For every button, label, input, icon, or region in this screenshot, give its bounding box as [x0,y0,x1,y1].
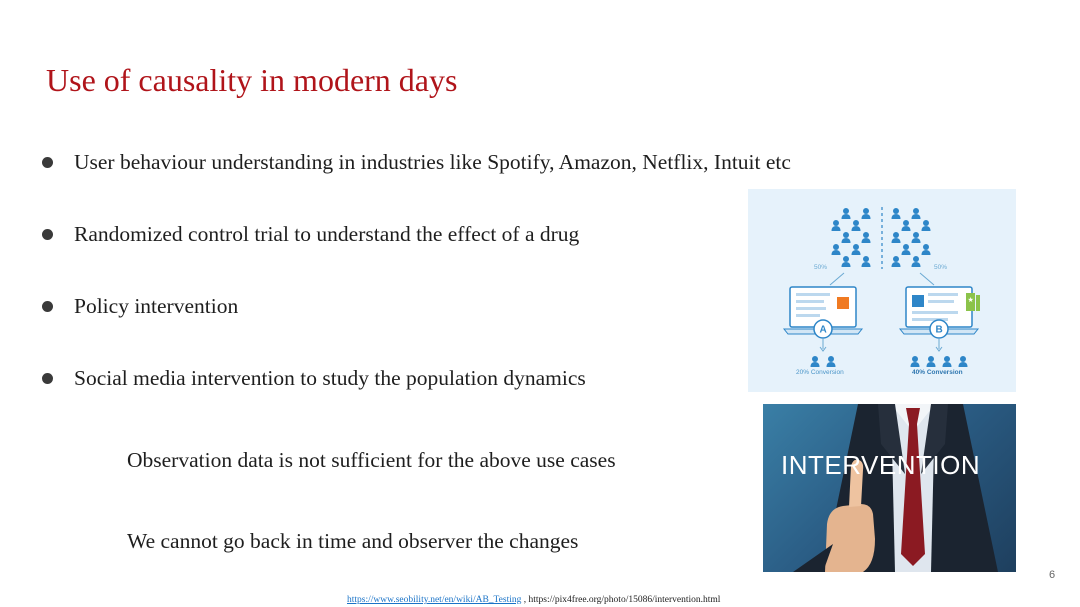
note-observation: Observation data is not sufficient for the above use cases [127,448,616,472]
bullet-dot-icon [42,229,53,240]
bullet-item [42,145,791,217]
result-a-people-icon [811,356,836,367]
bullet-text: User behaviour understanding in industries like Spotify, Amazon, Netflix, Intuit etc [74,150,791,174]
variant-a-label: A [819,324,827,336]
bullet-text: Social media intervention to study the population dynamics [74,366,586,390]
bullet-text: Randomized control trial to understand the effect of a drug [74,222,580,246]
slide-title: Use of causality in modern days [46,62,458,98]
svg-text:★: ★ [967,296,974,304]
bullet-dot-icon [42,373,53,384]
result-b-people-icon [911,356,968,367]
left-crowd-icon [832,208,871,267]
bullet-list [42,145,791,433]
page-number: 6 [1049,569,1056,581]
bullet-item [42,361,791,433]
conversion-a-label: 20% Conversion [796,369,844,376]
split-right-label: 50% [934,264,948,271]
variant-b-label: B [935,324,943,336]
footer-sources [347,595,720,605]
bullet-dot-icon [42,301,53,312]
conversion-b-label: 40% Conversion [912,369,963,376]
right-crowd-icon [892,208,931,267]
ab-testing-illustration [748,189,1016,392]
intervention-photo [763,404,1016,572]
note-time: We cannot go back in time and observer the changes [127,529,579,553]
bullet-dot-icon [42,157,53,168]
ab-testing-svg [748,189,1016,392]
split-left-label: 50% [814,264,828,271]
source-separator: , [521,595,529,605]
source-link-seobility[interactable]: https://www.seobility.net/en/wiki/AB_Testing [347,595,522,605]
bullet-item [42,217,791,289]
bullet-item [42,289,791,361]
bullet-text: Policy intervention [74,294,239,318]
source-pix4free: https://pix4free.org/photo/15086/intervention.html [528,595,721,605]
businessman-illustration-icon [763,404,1016,572]
intervention-text: INTERVENTION [781,450,981,480]
